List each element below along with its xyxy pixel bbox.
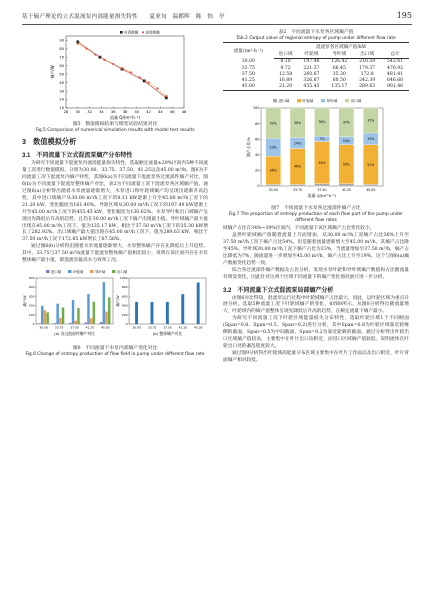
table-cell: 455.45 [298, 84, 326, 91]
fig7-y-tick-label: 80 [255, 121, 260, 126]
table-cell: 45.00 [223, 84, 274, 91]
fig6-bar [181, 294, 184, 324]
fig6-bar [56, 304, 58, 324]
table-row [223, 84, 409, 91]
fig7-y-tick-label: 20 [255, 168, 260, 173]
fig6-y-tick-label: 1000 [119, 276, 128, 280]
fig7-x-tick-label: 33.75 [293, 187, 303, 192]
fig6-bar [87, 294, 89, 324]
left-column [22, 30, 208, 358]
fig6-caption-en: Fig.6 Change of entropy production of flow field in pump under different flow rate [25, 352, 205, 358]
fig6-bar [166, 302, 169, 324]
table-cell: 242.39 [359, 77, 376, 83]
table-cell: 326.87 [303, 77, 320, 83]
fig5-x-tick-label: 38 [122, 110, 128, 114]
fig6-bar [77, 308, 79, 324]
fig6-x-tick-label: 41.25 [178, 325, 188, 330]
fig6-bar [85, 322, 87, 324]
fig5-x-tick-label: 46 [169, 110, 175, 114]
section-3-1-para-2: 通过图6(b)分析得出随着水泵流量逐渐增大，水泵整体熵产存在先降低后上升趋势。其中，33.75与37.50 m³/h流量下混流泵整体熵产值相比较小，说明在该区间内存在水泵整体熵产最小值，即混流泵最高水力效率工况。 [22, 244, 208, 264]
table-cell: 135.17 [325, 84, 353, 91]
fig6-y-tick-label: 500 [28, 276, 35, 280]
fig7-x-tick-label: 41.25 [341, 187, 351, 192]
section-3-1-para-1: 为研究不同流量下混流泵内流场能量损失特性，选取额定流量±20%区间内5种不同流量工况进行数值模拟，分别为30.00、33.75、37.50、41.25以及45.00 m³/h。图6为不同流量工况下混流泵内熵产特性，其图6(a)为不同流量下混流泵各过流部件熵产对比，图6(b)为不同流量下混流泵整体熵产对比，表2为不同流量工况下混流泵各区域熵产值。通过图6(a)分析得出随着水泵流量逐渐增大，水泵进口和叶轮域熵产均呈现出逐渐升高趋势，其中进口域熵产从30.00 m³/h工况下的8.11 kW逐渐上升至45.00 m³/h工况下的21.20 kW，变化幅度为161.40%。导轮区域从30.00 m³/h工况下的197.49 kW逐渐上升至45.00 m³/h工况下的455.45 kW，变化幅度为130.62%。水泵导叶和出口域熵产呈现出先降低后升高的趋势，且均在30.00 m³/h工况下熵产出现最小值。导叶域熵产最大值出现在45.00 m³/h工况下，值为135.17 kW，相比于37.50 m³/h工况下的35.30 kW增长了282.92%。出口域熵产最大值出现在45.00 m³/h工况下，值为289.63 kW，相比于37.50 m³/h工况下172.85 kW增长了67.56%。 [22, 161, 208, 243]
fig5-caption-cn: 图5 数值模拟结果与模型试验结果对比 [72, 122, 158, 127]
fig7-segment-label: 37% [342, 120, 350, 125]
fig7-caption-en: Fig.7 The proportion of entropy production of each flow part of the pump under different flow rates [228, 211, 404, 224]
table2-col-header: 叶轮域 [298, 51, 326, 59]
right-column [223, 30, 409, 365]
fig6-bar [108, 297, 110, 324]
table-cell: 481.41 [387, 71, 404, 77]
fig7-x-tick-label: 37.50 [317, 187, 327, 192]
fig5-exp-point [94, 54, 96, 56]
fig7-segment-label: 10% [342, 138, 350, 143]
table-cell: 9.72 [280, 65, 291, 71]
fig6-subcaption: (b) 整体熵产对比 [152, 331, 183, 336]
fig5-x-axis-label: 流量 Q/(m³·h⁻¹) [110, 115, 140, 120]
fig6-x-tick-label: 37.50 [70, 325, 79, 330]
running-header [22, 12, 412, 25]
table2-col-header: 总计 [381, 51, 409, 59]
table-cell: 30.00 [241, 59, 255, 65]
fig5-legend-exp-marker [142, 31, 144, 33]
fig6-bar [41, 306, 43, 324]
table2-title-cn: 表2 不同流量下水泵各区域熵产值 [278, 30, 354, 35]
fig7-segment-label: 36% [269, 168, 277, 173]
fig7-bar-segment [290, 184, 305, 186]
fig7-segment-label: 46% [294, 164, 302, 169]
table2-col-header: 出口域 [353, 51, 381, 59]
fig5-y-tick-label: 90 [59, 38, 64, 43]
fig5-x-tick-label: 36 [110, 110, 116, 114]
fig5-y-tick-label: 10 [59, 106, 64, 111]
fig6-bar [151, 302, 154, 324]
fig5-x-tick-label: 32 [87, 110, 92, 114]
table-cell: 126.42 [331, 59, 348, 65]
table-cell: 210.59 [359, 59, 376, 65]
section-3-2-title: 3.2 不同流量下立式混流泵局部熵产分析 [223, 287, 334, 294]
fig6-x-tick-label: 45.00 [194, 325, 203, 330]
fig6-y-tick-label: 300 [28, 294, 35, 299]
fig7-segment-label: 38% [294, 120, 302, 125]
fig6-bar [59, 318, 61, 324]
table-cell: 33.75 [241, 65, 255, 71]
fig6-bar [197, 283, 200, 324]
fig6-bar [100, 322, 102, 324]
fig7-segment-label: 39% [269, 121, 277, 126]
fig6-bar [90, 318, 92, 324]
fig5-exp-point [103, 59, 105, 61]
right-para-3: 综合各过流部件熵产数据及占比分析，发现水泵叶轮和导叶域熵产数值和占比随流量有明显变化，因此针对这两个区域不同流量下的熵产变化情况展开进一步分析。 [223, 267, 409, 280]
fig6-y-tick-label: 600 [121, 294, 128, 299]
fig7-bar-segment [266, 184, 281, 186]
fig5-x-tick-label: 44 [158, 110, 163, 114]
fig6-bar [62, 307, 64, 324]
fig5-exp-point [121, 67, 123, 69]
figure-7 [223, 96, 409, 206]
fig6-legend-label: 进口域 [51, 269, 62, 274]
fig6-bar [54, 323, 56, 324]
table-cell: 172.8 [360, 71, 374, 77]
fig5-y-tick-label: 40 [59, 80, 64, 85]
fig6-legend-label: 出口域 [117, 269, 128, 274]
fig7-legend-swatch [273, 99, 277, 102]
fig7-legend-label: 叶轮域 [302, 98, 314, 103]
fig7-legend-swatch [297, 99, 301, 102]
table-cell: 646.68 [387, 77, 404, 83]
fig6-bar [103, 282, 105, 324]
fig5-exp-point [156, 87, 158, 89]
fig6-x-tick-label: 33.75 [54, 325, 64, 330]
fig6-bar [38, 323, 40, 324]
section-3-title: 3 数值模拟分析 [22, 137, 77, 147]
fig6-legend-swatch [68, 270, 72, 273]
fig5-y-tick-label: 30 [59, 89, 64, 94]
fig6-y-tick-label: 400 [28, 285, 35, 290]
fig5-legend-sim-label: 仿真数据 [124, 30, 139, 35]
right-para-1: 域熵产占比在34%~39%区间内，不同流量下该区域熵产占比变化较小。 [223, 226, 375, 232]
table2-group-header: 混流泵各区域熵产值/kW [274, 43, 409, 51]
fig5-y-axis-label: 熵产/W [50, 65, 55, 79]
fig5-legend-exp-label: 试验数据 [145, 30, 160, 35]
table-cell: 8.10 [280, 59, 291, 65]
fig5-caption-en: Fig.5 Comparison of numerical simulation results with model test results [35, 128, 195, 134]
table2-col-header: 进口域 [274, 51, 298, 59]
fig6-subcaption: (a) 各过流部件熵产对比 [54, 331, 95, 336]
fig7-x-tick-label: 45.00 [366, 187, 376, 192]
fig7-legend-label: 出口域 [350, 98, 362, 103]
running-title: 基于熵产理论的立式混流泵内部能量损失特性 夏亚旬 温都晖 陈 怡 亭 [22, 14, 225, 20]
fig7-segment-label: 15% [367, 136, 375, 141]
fig6-y-axis-label: 熵产/W [23, 295, 27, 307]
fig7-bar-segment [339, 183, 354, 185]
fig6-x-tick-label: 30.00 [39, 325, 48, 330]
table-cell: 21.20 [274, 84, 298, 91]
fig6-bar [46, 312, 48, 324]
fig5-y-tick-label: 80 [59, 46, 64, 51]
table-cell: 221.37 [303, 65, 320, 71]
fig6-y-tick-label: 200 [28, 303, 35, 308]
fig6-chart [22, 268, 208, 346]
fig5-y-tick-label: 60 [59, 63, 64, 68]
table-cell: 12.58 [278, 71, 293, 77]
table-2 [223, 42, 409, 90]
figure-5 [22, 30, 208, 122]
table2-col-header: 导叶域 [325, 51, 353, 59]
fig7-x-tick-label: 30.00 [268, 187, 278, 192]
fig6-caption-cn: 图6 不同流量下水泵内部熵产变化对比 [72, 346, 158, 351]
fig6-y-axis-label: 熵产/W [116, 295, 120, 307]
fig7-segment-label: 54% [318, 160, 326, 165]
fig5-exp-point [77, 43, 79, 45]
fig7-bar-segment [314, 183, 329, 185]
fig6-legend-swatch [112, 270, 116, 273]
fig6-y-tick-label: 0 [125, 322, 128, 326]
fig6-x-tick-label: 41.25 [85, 325, 95, 330]
fig7-segment-label: 32% [367, 118, 375, 123]
fig7-chart [223, 96, 409, 206]
fig7-y-tick-label: 0 [257, 183, 260, 188]
fig5-exp-point [130, 71, 132, 73]
fig5-x-tick-label: 30 [75, 110, 81, 114]
section-3-2-para-2: 为研究不同流量工况下叶轮区域能量损失分布特性，选取叶轮区域1个不同断面(Span=0.8、Span=0.5、Span=0.2)进行分析，其中Span=0.8为叶轮区域靠近轮缘侧的截面，Span=0.5为中间截面，Span=0.2为靠近轮毂的截面。通过分析得出叶轮出口区域熵产值较高，主要集中在叶片出口边附近，而进口区域熵产值较低，说明流体在叶轮出口处的紊乱程度较大。 [223, 316, 409, 349]
page-number: 195 [396, 11, 412, 20]
table2-title-en: Tab.2 Output value of regional entropy of pump under different flow rate [236, 36, 396, 42]
section-3-2-para-3: 通过图9分析得出叶轮域高能量分布区域主要集中在叶片工作面以及出口附近，叶片背面熵产相对较低。 [223, 350, 409, 363]
fig7-legend-swatch [321, 99, 325, 102]
table-cell: 197.48 [303, 59, 320, 65]
section-3-2-para-1: 由图6对比得知，混流泵运行过程中叶轮域熵产占比最大，因此，以叶轮区域为重点开展分析。选取5种流量工况下叶轮域熵产的变化，如图8所示。从图8分析得出随流量增大，叶轮域内的熵产值整体呈现先降低后升高的趋势，在额定流量下熵产最小。 [223, 295, 409, 315]
fig5-x-tick-label: 40 [134, 110, 140, 114]
fig6-bar [75, 321, 77, 324]
fig6-x-tick-label: 30.00 [132, 325, 141, 330]
fig7-segment-label: 7% [319, 136, 325, 141]
fig7-y-tick-label: 40 [255, 152, 260, 157]
right-para-2: 虽然叶轮域熵产值随着流量上升而增加，从30.00 m³/h工况熵产占比36%上升至37.50 m³/h工况下熵产占比54%，但是随着流量逐渐增大至45.00 m³/h，其熵产占比降至45%。导叶域30.00 m³/h工况下熵产占比为23%，当流量增加至37.50 m³/h，熵产占比降低为7%，随流量进一步增加至45.00 m³/h，熵产占比上升至19%。这个与图6(a)熵产数据变化趋势一致。 [223, 233, 409, 266]
table-cell: 260.67 [303, 71, 320, 77]
fig6-y-tick-label: 0 [32, 322, 35, 326]
fig7-y-axis-label: 熵产占比/% [246, 136, 251, 157]
table-cell: 35.30 [332, 71, 346, 77]
fig7-x-axis-label: 流量 Q/(m³·h⁻¹) [307, 192, 337, 198]
fig6-bar [135, 302, 138, 324]
fig5-chart [22, 30, 208, 122]
table-cell: 542.61 [387, 59, 404, 65]
fig6-y-tick-label: 800 [121, 285, 128, 290]
fig6-y-tick-label: 100 [28, 312, 35, 317]
table-cell: 41.25 [241, 77, 255, 83]
fig6-bar [44, 310, 46, 324]
fig7-legend-label: 导叶域 [326, 98, 338, 103]
fig6-x-tick-label: 45.00 [101, 325, 110, 330]
fig6-bar [93, 302, 95, 324]
fig6-y-tick-label: 200 [121, 312, 128, 317]
fig5-x-tick-label: 34 [99, 110, 104, 114]
fig5-x-tick-label: 42 [146, 110, 151, 114]
fig6-bar [72, 300, 74, 324]
fig6-legend-swatch [90, 270, 94, 273]
table-cell: 476.92 [387, 65, 404, 71]
fig5-exp-point [139, 76, 141, 78]
fig7-legend-swatch [345, 99, 349, 102]
fig5-exp-point [112, 63, 114, 65]
fig7-segment-label: 14% [294, 141, 302, 146]
fig7-bar-segment [363, 184, 378, 186]
table-cell: 179.37 [359, 65, 376, 71]
table2-flow-header: 流量/(m³·h⁻¹) [223, 43, 274, 58]
fig5-exp-point [148, 81, 150, 83]
fig5-y-tick-label: 70 [59, 55, 64, 60]
table-cell: 16.89 [278, 77, 293, 83]
fig6-legend-label: 导叶域 [95, 269, 106, 274]
table-cell: 66.45 [332, 65, 346, 71]
table-cell: 60.50 [332, 77, 346, 83]
fig6-x-tick-label: 33.75 [147, 325, 157, 330]
table-cell: 37.50 [241, 71, 255, 77]
fig5-exp-point [165, 95, 167, 97]
table-row [223, 58, 409, 65]
fig7-y-tick-label: 60 [255, 137, 260, 142]
fig7-segment-label: 50% [342, 162, 350, 167]
fig7-y-tick-label: 100 [253, 105, 260, 110]
figure-6 [22, 268, 208, 346]
fig5-exp-point [86, 48, 88, 50]
section-3-1-title: 3.1 不同流量下立式混流泵熵产分布特性 [22, 153, 133, 160]
table-cell: 289.63 [353, 84, 381, 91]
table-cell: 901.46 [381, 84, 409, 91]
fig7-segment-label: 23% [269, 145, 277, 150]
fig5-x-tick-label: 48 [181, 110, 187, 114]
fig6-bar [105, 312, 107, 324]
fig6-legend-label: 叶轮域 [73, 269, 84, 274]
fig7-segment-label: 51% [367, 162, 375, 167]
fig6-x-tick-label: 37.50 [163, 325, 172, 330]
fig6-bar [69, 323, 71, 324]
fig5-y-tick-label: 50 [59, 72, 64, 77]
fig7-caption-cn: 图7 不同流量下水泵各过流部件熵产占比 [271, 205, 361, 211]
fig6-legend-swatch [46, 270, 50, 273]
fig5-x-tick-label: 28 [63, 110, 69, 114]
fig5-y-tick-label: 20 [59, 97, 64, 102]
fig7-segment-label: 36% [318, 119, 326, 124]
fig5-legend-sim-marker [120, 31, 123, 34]
fig7-legend-label: 进口域 [278, 98, 290, 103]
fig6-y-tick-label: 400 [121, 303, 128, 308]
